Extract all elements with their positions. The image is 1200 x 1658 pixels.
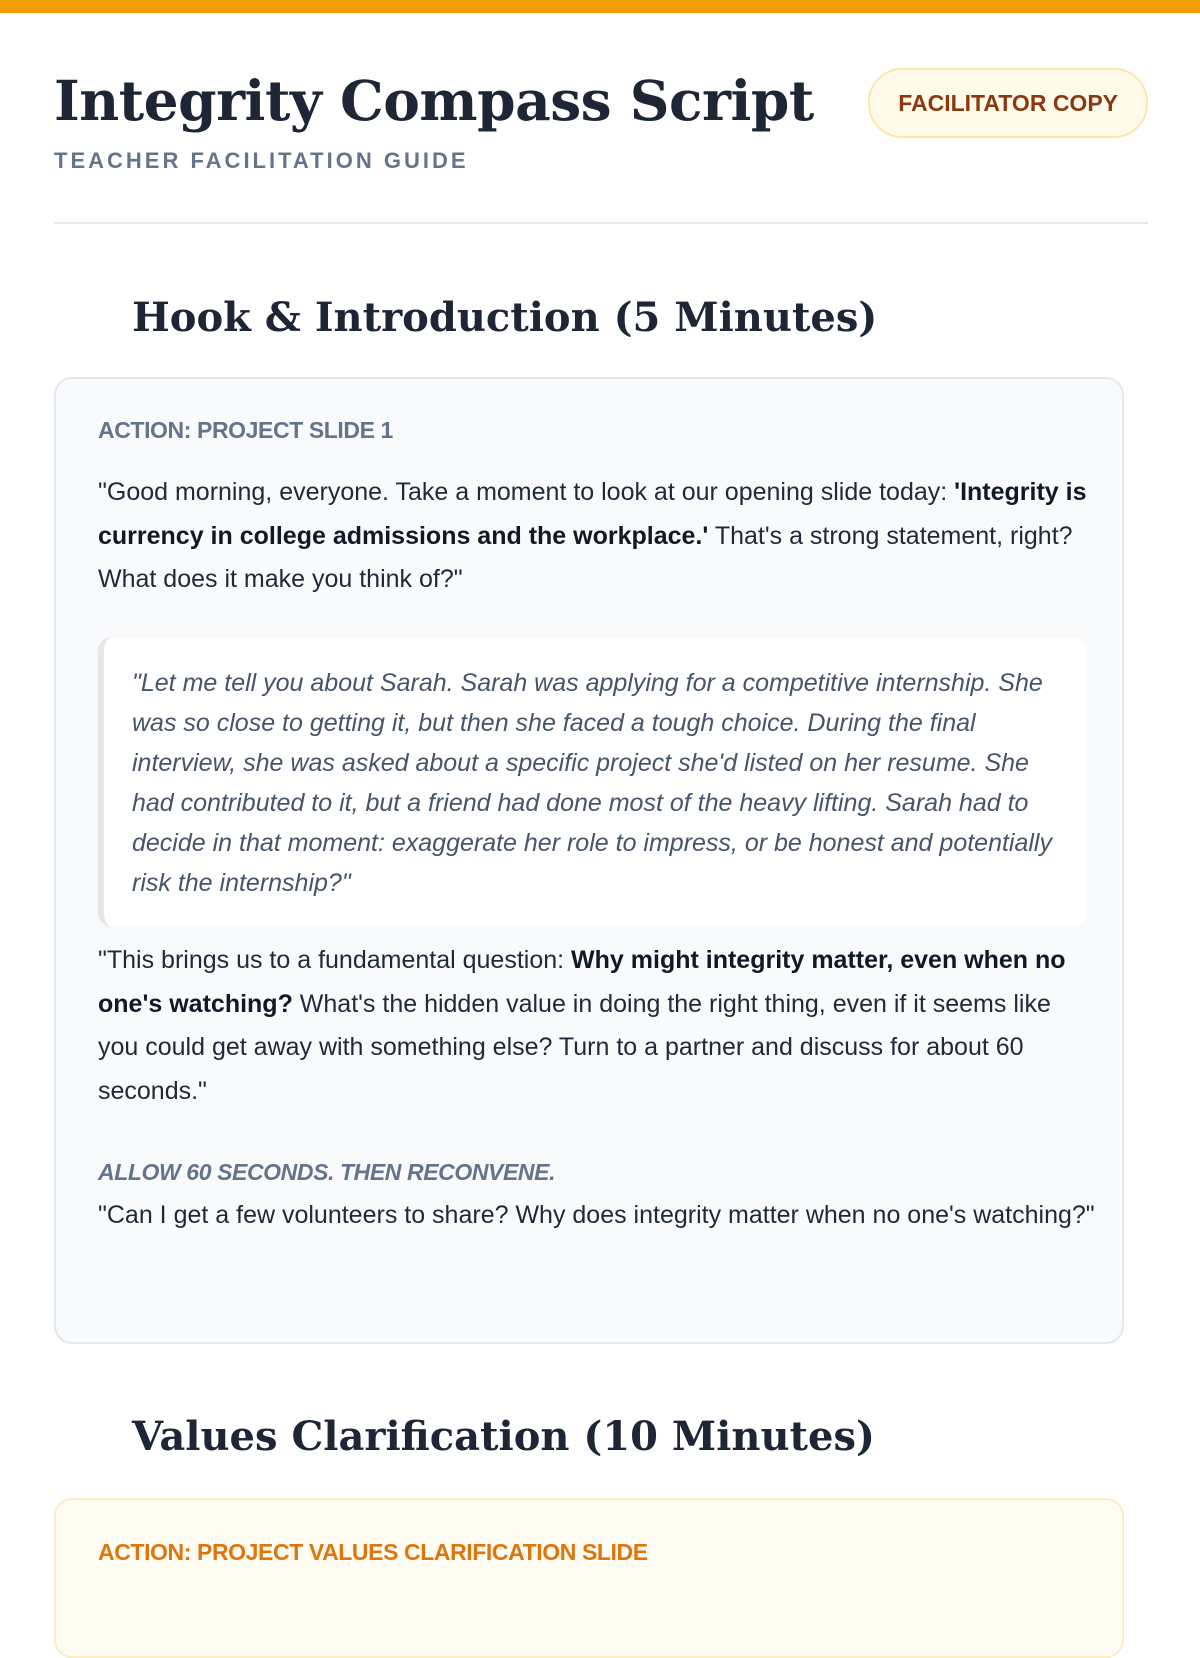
paragraph-text: "This brings us to a fundamental question: (98, 946, 572, 974)
paragraph-text: What's the hidden value in doing the right thing, even if it seems like you could get away with something else? Turn to a partner and discuss for about 60 seconds." (98, 989, 1051, 1105)
paragraph-text: That's a strong statement, right? What does it make you think of?" (98, 521, 1073, 593)
page-header (54, 62, 1148, 224)
timing-note: ALLOW 60 SECONDS. THEN RECONVENE. (98, 1159, 556, 1185)
paragraph-text: "Good morning, everyone. Take a moment to look at our opening slide today: (98, 478, 955, 506)
values-section-card (54, 1498, 1124, 1658)
story-quote-text: "Let me tell you about Sarah. Sarah was applying for a competitive internship. She was so close to getting it, but then she faced a tough choice. During the final interview, she was asked about a specific project she'd listed on her resume. She had contributed to it, but a friend had done most of the heavy lifting. Sarah had to decide in that moment: exaggerate her role to impress, or be honest and potentially risk the internship?" (132, 669, 1052, 897)
paragraph-emphasis: Why might integrity matter, even when no one's watching? (98, 946, 1066, 1018)
facilitator-copy-badge: FACILITATOR COPY (868, 68, 1148, 138)
page-title: Integrity Compass Script (54, 68, 814, 133)
script-paragraph-opening (98, 471, 1098, 602)
story-quote-block (98, 637, 1087, 927)
action-label: ACTION: PROJECT SLIDE 1 (98, 417, 393, 443)
hook-section-card (54, 377, 1124, 1344)
section-title-values: Values Clarification (10 Minutes) (132, 1413, 875, 1460)
top-accent-bar (0, 0, 1200, 13)
action-label: ACTION: PROJECT VALUES CLARIFICATION SLIDE (98, 1539, 648, 1565)
script-paragraph-question (98, 939, 1098, 1113)
section-title-hook: Hook & Introduction (5 Minutes) (132, 294, 878, 341)
script-paragraph-share: "Can I get a few volunteers to share? Why does integrity matter when no one's watching?" (98, 1201, 1095, 1229)
page-subtitle: TEACHER FACILITATION GUIDE (54, 148, 469, 173)
paragraph-emphasis: 'Integrity is currency in college admissions and the workplace.' (98, 478, 1087, 550)
